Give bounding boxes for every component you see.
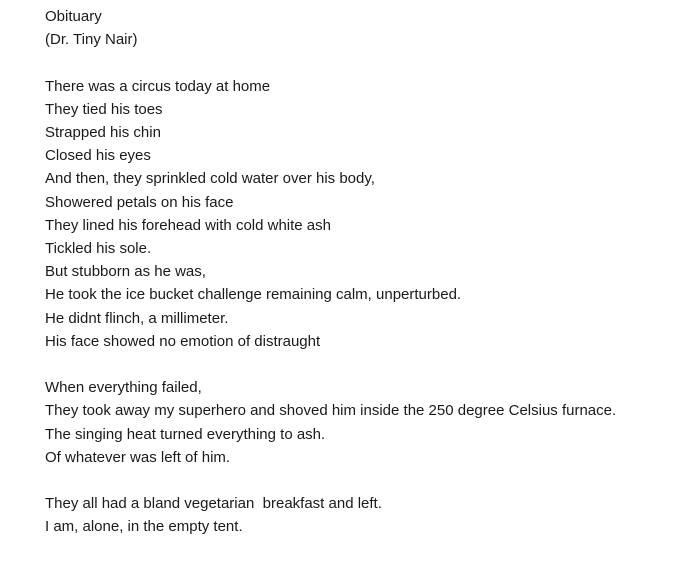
poem-line: They lined his forehead with cold white ash [45,216,331,234]
poem-line: His face showed no emotion of distraught [45,332,321,350]
poem-line: They took away my superhero and shoved him inside the 250 degree Celsius furnace. [45,402,617,420]
poem-line: Closed his eyes [45,147,151,165]
poem-line: But stubborn as he was, [45,263,206,281]
poem-line: Showered petals on his face [45,193,234,211]
poem-line: The singing heat turned everything to ash. [45,425,326,443]
poem-text [45,5,616,539]
stanza-gap [45,51,616,74]
poem-line: There was a circus today at home [45,77,271,95]
poem-author: (Dr. Tiny Nair) [45,31,138,49]
stanza-gap [45,469,616,492]
poem-line: And then, they sprinkled cold water over his body, [45,170,375,188]
poem-title: Obituary [45,8,102,25]
poem-line: Of whatever was left of him. [45,448,231,466]
poem-line: He didnt flinch, a millimeter. [45,309,229,327]
stanza-gap [45,353,616,376]
poem-line: When everything failed, [45,379,202,397]
poem-line: He took the ice bucket challenge remaining calm, unperturbed. [45,286,462,304]
poem-line: Strapped his chin [45,124,161,141]
poem-line: They tied his toes [45,100,163,118]
poem-line: They all had a bland vegetarian breakfast and left. [45,495,382,513]
poem-line: I am, alone, in the empty tent. [45,518,243,536]
poem-line: Tickled his sole. [45,240,152,258]
